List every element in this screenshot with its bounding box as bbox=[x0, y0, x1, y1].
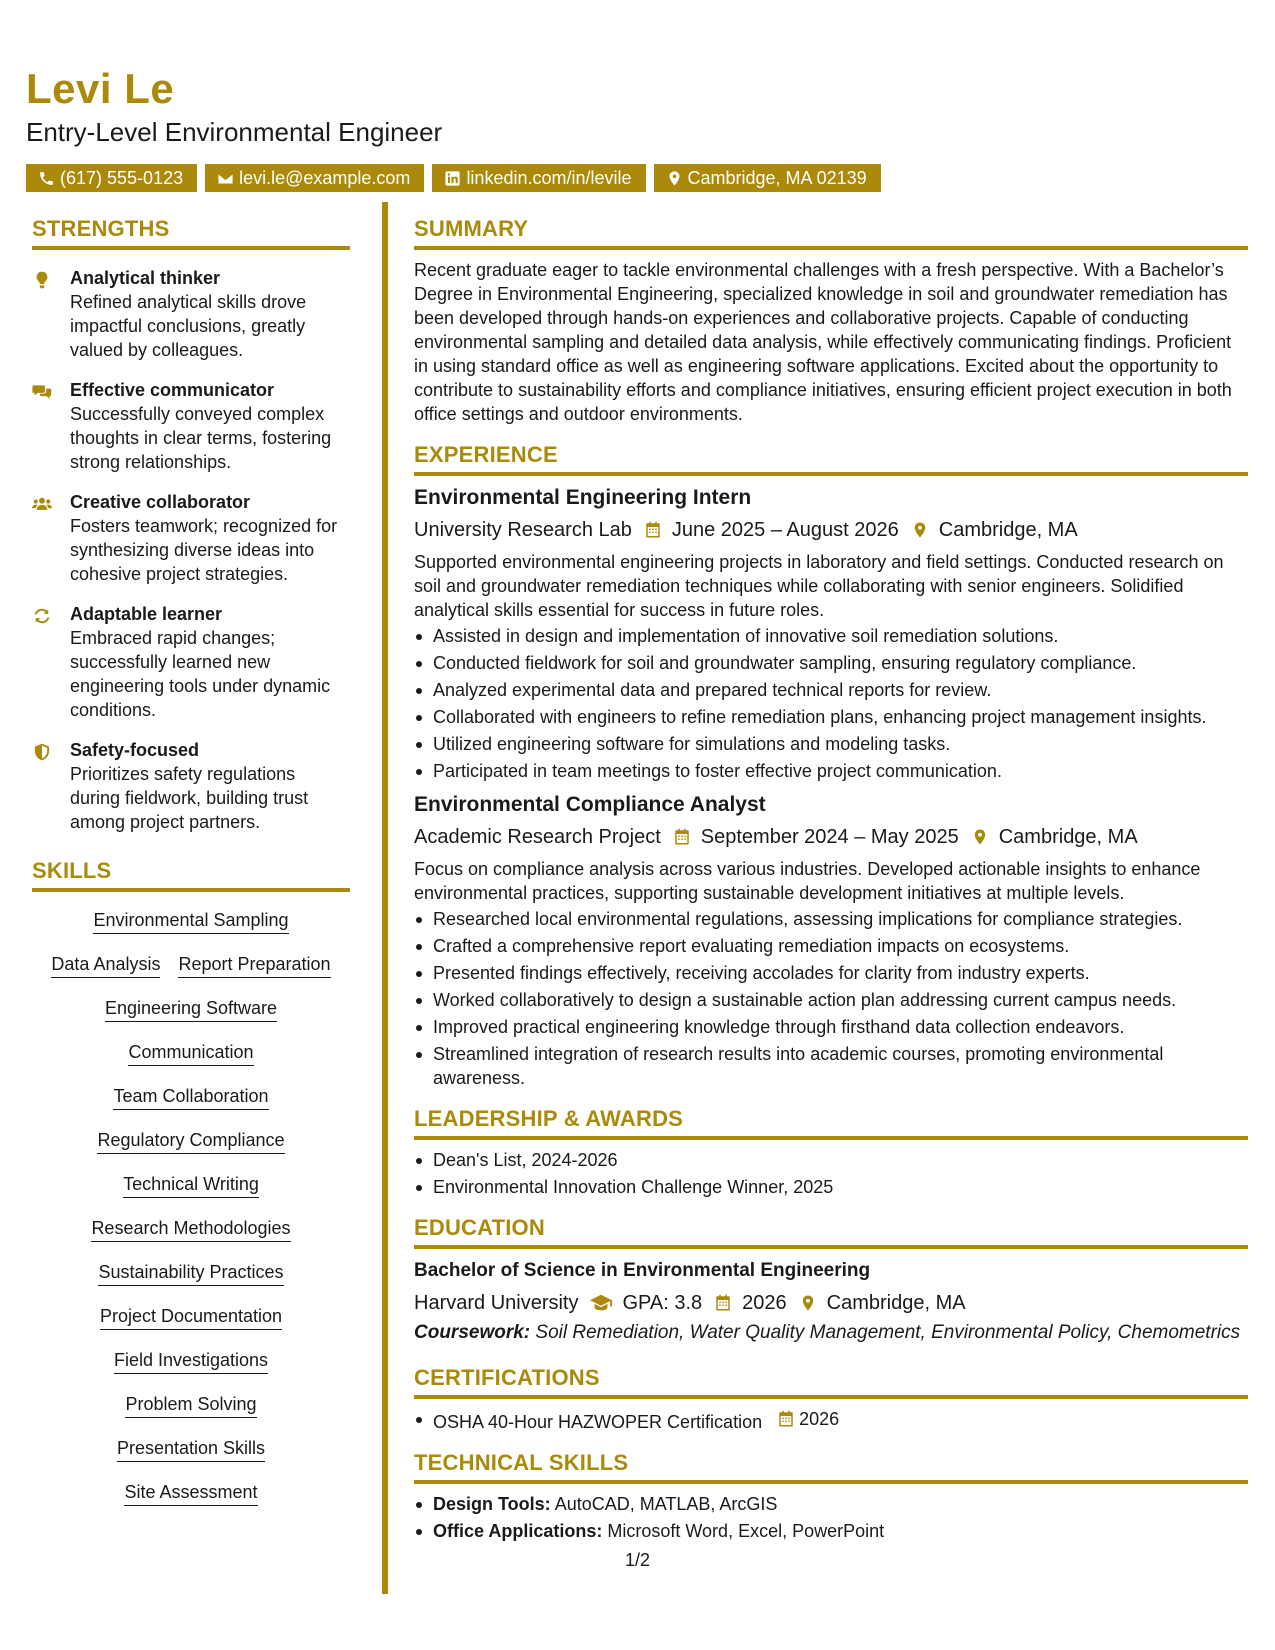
contact-email-text: levi.le@example.com bbox=[239, 168, 411, 188]
job-location: Cambridge, MA bbox=[938, 519, 1078, 541]
candidate-title: Entry-Level Environmental Engineer bbox=[26, 117, 443, 147]
skill-tag: Report Preparation bbox=[178, 952, 330, 978]
skill-tag: Regulatory Compliance bbox=[97, 1128, 284, 1154]
strength-item bbox=[32, 738, 350, 834]
strength-name: Adaptable learner bbox=[70, 604, 223, 624]
users-icon bbox=[32, 494, 52, 514]
phone-icon bbox=[38, 170, 55, 187]
degree-title: Bachelor of Science in Environmental Engineering bbox=[414, 1260, 871, 1281]
job-title: Environmental Compliance Analyst bbox=[414, 793, 766, 816]
list-item bbox=[414, 1519, 1248, 1543]
strength-item bbox=[32, 490, 350, 586]
skill-tag: Field Investigations bbox=[114, 1348, 268, 1374]
certifications-heading: CERTIFICATIONS bbox=[414, 1363, 1248, 1399]
leadership-heading: LEADERSHIP & AWARDS bbox=[414, 1104, 1248, 1140]
skill-tag: Data Analysis bbox=[51, 952, 160, 978]
coursework-label: Coursework: bbox=[414, 1322, 531, 1343]
skill-tag: Site Assessment bbox=[124, 1480, 257, 1506]
skill-tag: Communication bbox=[128, 1040, 253, 1066]
job-meta bbox=[414, 516, 1248, 544]
job-location: Cambridge, MA bbox=[998, 826, 1138, 848]
map-pin-icon bbox=[666, 170, 683, 187]
tech-skill-value: AutoCAD, MATLAB, ArcGIS bbox=[554, 1494, 778, 1514]
job-org: Academic Research Project bbox=[414, 826, 661, 848]
coursework-list: Soil Remediation, Water Quality Management, Environmental Policy, Chemometrics bbox=[535, 1322, 1241, 1343]
list-item: Utilized engineering software for simulations and modeling tasks. bbox=[414, 732, 1248, 756]
shield-icon bbox=[32, 742, 52, 762]
list-item: Streamlined integration of research results into academic courses, promoting environmental awareness. bbox=[414, 1042, 1248, 1090]
contact-location-text: Cambridge, MA 02139 bbox=[687, 168, 867, 188]
job-bullets bbox=[414, 624, 1248, 783]
page-number: 1/2 bbox=[624, 1550, 651, 1570]
job-description: Supported environmental engineering projects in laboratory and field settings. Conducted research on soil and groundwater remediation techniques while collaborating with senior engineers. Solidified analytical skills essential for success in future roles. bbox=[414, 552, 1224, 620]
contact-linkedin-text: linkedin.com/in/levile bbox=[466, 168, 632, 188]
calendar-icon bbox=[714, 1294, 732, 1312]
candidate-name: Levi Le bbox=[26, 65, 175, 112]
list-item: Assisted in design and implementation of innovative soil remediation solutions. bbox=[414, 624, 1248, 648]
strength-item bbox=[32, 602, 350, 722]
contact-bar bbox=[26, 164, 1246, 192]
skill-tag: Environmental Sampling bbox=[93, 908, 288, 934]
job-entry bbox=[414, 791, 1248, 1090]
strength-item bbox=[32, 266, 350, 362]
list-item: Presented findings effectively, receiving accolades for clarity from industry experts. bbox=[414, 961, 1248, 985]
list-item: Collaborated with engineers to refine remediation plans, enhancing project management insights. bbox=[414, 705, 1248, 729]
resume-header bbox=[26, 62, 1246, 192]
leadership-list bbox=[414, 1148, 1248, 1199]
list-item bbox=[414, 1407, 1248, 1434]
skill-tag: Problem Solving bbox=[125, 1392, 256, 1418]
strengths-heading: STRENGTHS bbox=[32, 214, 350, 250]
skill-tag: Presentation Skills bbox=[117, 1436, 265, 1462]
map-pin-icon bbox=[971, 828, 989, 846]
calendar-icon bbox=[673, 828, 691, 846]
list-item: Worked collaboratively to design a sustainable action plan addressing current campus needs. bbox=[414, 988, 1248, 1012]
certification-year: 2026 bbox=[799, 1409, 840, 1429]
contact-phone-text: (617) 555-0123 bbox=[60, 168, 184, 188]
certification-name: OSHA 40-Hour HAZWOPER Certification bbox=[433, 1412, 763, 1432]
lightbulb-icon bbox=[32, 270, 52, 290]
contact-email[interactable] bbox=[205, 164, 424, 192]
list-item: Analyzed experimental data and prepared technical reports for review. bbox=[414, 678, 1248, 702]
column-divider bbox=[382, 202, 388, 1594]
list-item: Crafted a comprehensive report evaluating remediation impacts on ecosystems. bbox=[414, 934, 1248, 958]
right-column bbox=[414, 214, 1248, 1546]
list-item: Dean's List, 2024-2026 bbox=[414, 1148, 1248, 1172]
strength-name: Safety-focused bbox=[70, 740, 200, 760]
strength-name: Effective communicator bbox=[70, 380, 275, 400]
strength-name: Creative collaborator bbox=[70, 492, 251, 512]
skill-tag: Technical Writing bbox=[123, 1172, 259, 1198]
graduation-year: 2026 bbox=[742, 1292, 787, 1314]
refresh-icon bbox=[32, 606, 52, 626]
strength-name: Analytical thinker bbox=[70, 268, 221, 288]
job-dates: June 2025 – August 2026 bbox=[671, 519, 899, 541]
coursework bbox=[414, 1321, 1248, 1345]
list-item: Environmental Innovation Challenge Winner, 2025 bbox=[414, 1175, 1248, 1199]
gpa: GPA: 3.8 bbox=[622, 1292, 703, 1314]
list-item: Improved practical engineering knowledge through firsthand data collection endeavors. bbox=[414, 1015, 1248, 1039]
calendar-icon bbox=[644, 521, 662, 539]
strength-item bbox=[32, 378, 350, 474]
summary-heading: SUMMARY bbox=[414, 214, 1248, 250]
skills-heading: SKILLS bbox=[32, 856, 350, 892]
skill-tag: Project Documentation bbox=[100, 1304, 282, 1330]
list-item: Conducted fieldwork for soil and groundwater sampling, ensuring regulatory compliance. bbox=[414, 651, 1248, 675]
left-column bbox=[32, 214, 350, 1506]
job-dates: September 2024 – May 2025 bbox=[700, 826, 959, 848]
job-title: Environmental Engineering Intern bbox=[414, 486, 752, 509]
graduation-cap-icon bbox=[590, 1292, 612, 1314]
tech-skill-value: Microsoft Word, Excel, PowerPoint bbox=[607, 1521, 885, 1541]
job-org: University Research Lab bbox=[414, 519, 632, 541]
strength-desc: Embraced rapid changes; successfully learned new engineering tools under dynamic conditions. bbox=[70, 628, 331, 720]
strength-desc: Refined analytical skills drove impactful conclusions, greatly valued by colleagues. bbox=[70, 292, 307, 360]
skill-tag: Engineering Software bbox=[105, 996, 277, 1022]
strength-desc: Successfully conveyed complex thoughts in clear terms, fostering strong relationships. bbox=[70, 404, 332, 472]
skill-tag: Team Collaboration bbox=[113, 1084, 268, 1110]
technical-skills-heading: TECHNICAL SKILLS bbox=[414, 1448, 1248, 1484]
technical-skills-list bbox=[414, 1492, 1248, 1543]
strength-desc: Prioritizes safety regulations during fieldwork, building trust among project partners. bbox=[70, 764, 309, 832]
skill-tag: Sustainability Practices bbox=[98, 1260, 283, 1286]
envelope-icon bbox=[217, 170, 234, 187]
education-heading: EDUCATION bbox=[414, 1213, 1248, 1249]
list-item bbox=[414, 1492, 1248, 1516]
map-pin-icon bbox=[911, 521, 929, 539]
contact-phone[interactable] bbox=[26, 164, 197, 192]
contact-location bbox=[654, 164, 881, 192]
tech-skill-label: Office Applications: bbox=[433, 1521, 603, 1541]
calendar-icon bbox=[777, 1410, 795, 1428]
job-bullets bbox=[414, 907, 1248, 1090]
school-location: Cambridge, MA bbox=[826, 1292, 966, 1314]
comments-icon bbox=[32, 382, 52, 402]
list-item: Participated in team meetings to foster effective project communication. bbox=[414, 759, 1248, 783]
education-meta bbox=[414, 1289, 1248, 1317]
job-entry bbox=[414, 484, 1248, 783]
strength-desc: Fosters teamwork; recognized for synthesizing diverse ideas into cohesive project strategies. bbox=[70, 516, 338, 584]
summary-text: Recent graduate eager to tackle environmental challenges with a fresh perspective. With a Bachelor’s Degree in Environmental Engineering, specialized knowledge in soil and groundwater remediation has been developed through hands-on experiences and collaborative projects. Capable of conducting environmental sampling and detailed data analysis, while effectively communicating findings. Proficient in using standard office as well as engineering software applications. Excited about the opportunity to contribute to sustainability efforts and compliance initiatives, ensuring efficient project execution in both office settings and outdoor environments. bbox=[414, 260, 1232, 424]
tech-skill-label: Design Tools: bbox=[433, 1494, 551, 1514]
contact-linkedin[interactable] bbox=[432, 164, 645, 192]
map-pin-icon bbox=[799, 1294, 817, 1312]
skill-tag: Research Methodologies bbox=[91, 1216, 290, 1242]
linkedin-icon bbox=[444, 170, 461, 187]
job-description: Focus on compliance analysis across various industries. Developed actionable insights to enhance environmental practices, supporting sustainable development initiatives at multiple levels. bbox=[414, 859, 1201, 903]
list-item: Researched local environmental regulations, assessing implications for compliance strategies. bbox=[414, 907, 1248, 931]
school-name: Harvard University bbox=[414, 1292, 579, 1314]
experience-heading: EXPERIENCE bbox=[414, 440, 1248, 476]
job-meta bbox=[414, 823, 1248, 851]
skills-list bbox=[32, 908, 350, 1506]
certifications-list bbox=[414, 1407, 1248, 1434]
